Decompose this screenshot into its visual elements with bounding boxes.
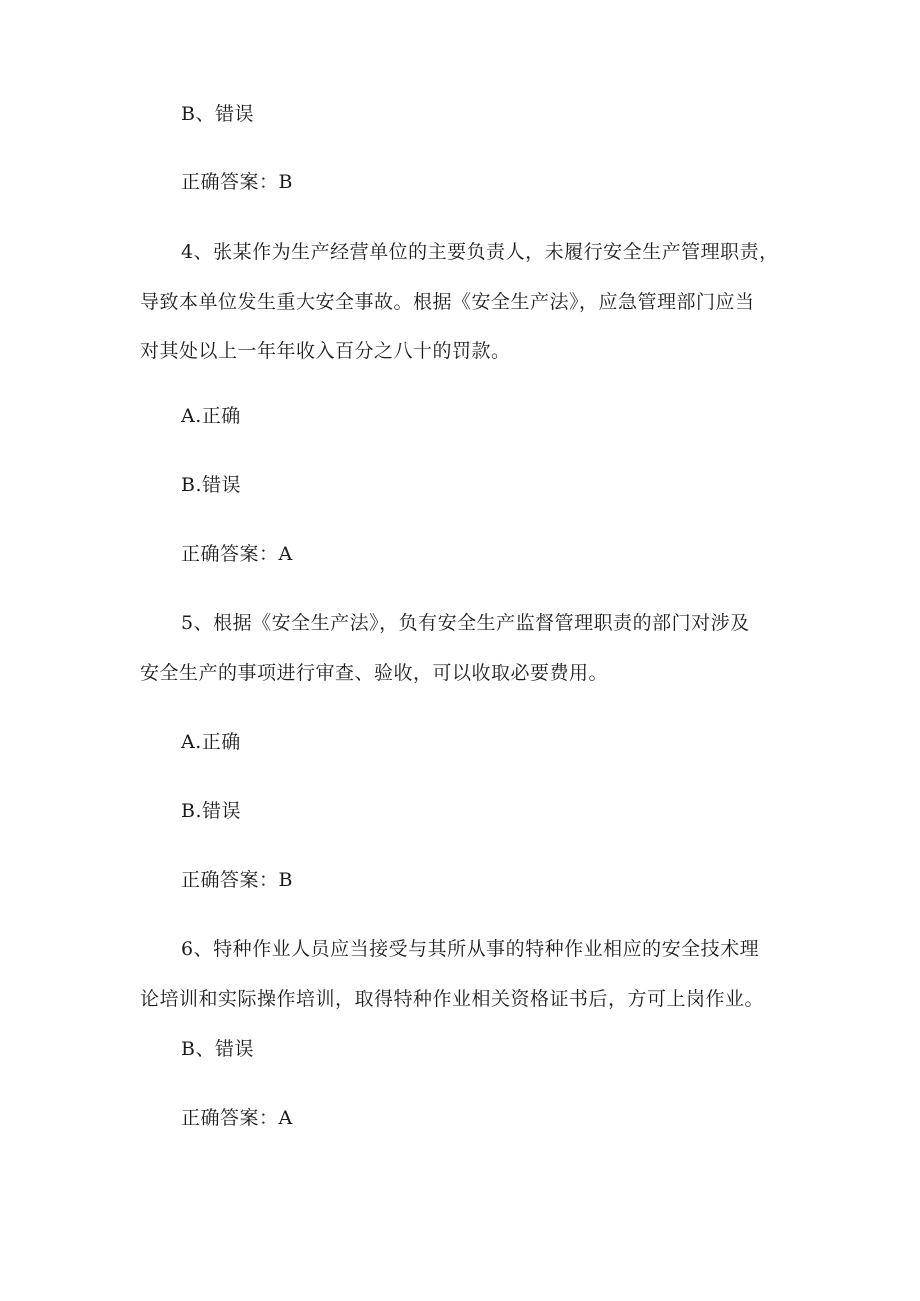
prev-option-b: B、错误 <box>181 103 254 125</box>
q5-option-a: A.正确 <box>181 731 241 753</box>
q6-answer: 正确答案：A <box>181 1107 293 1129</box>
prev-answer: 正确答案：B <box>181 171 293 193</box>
q4-text-line-1: 4、张某作为生产经营单位的主要负责人，未履行安全生产管理职责， <box>181 241 779 263</box>
q5-option-b: B.错误 <box>181 800 242 822</box>
q5-answer: 正确答案：B <box>181 869 293 891</box>
q6-option-b: B、错误 <box>181 1038 254 1060</box>
q6-text-line-1: 6、特种作业人员应当接受与其所从事的特种作业相应的安全技术理 <box>181 938 760 960</box>
q4-text-line-2: 导致本单位发生重大安全事故。根据《安全生产法》，应急管理部门应当 <box>140 291 755 313</box>
q4-option-b: B.错误 <box>181 474 242 496</box>
q6-text-line-2: 论培训和实际操作培训，取得特种作业相关资格证书后，方可上岗作业。 <box>140 988 765 1010</box>
q4-option-a: A.正确 <box>181 405 241 427</box>
q4-text-line-3: 对其处以上一年年收入百分之八十的罚款。 <box>140 340 511 362</box>
q5-text-line-1: 5、根据《安全生产法》，负有安全生产监督管理职责的部门对涉及 <box>181 612 750 634</box>
q4-answer: 正确答案：A <box>181 543 293 565</box>
q5-text-line-2: 安全生产的事项进行审查、验收，可以收取必要费用。 <box>140 662 609 684</box>
